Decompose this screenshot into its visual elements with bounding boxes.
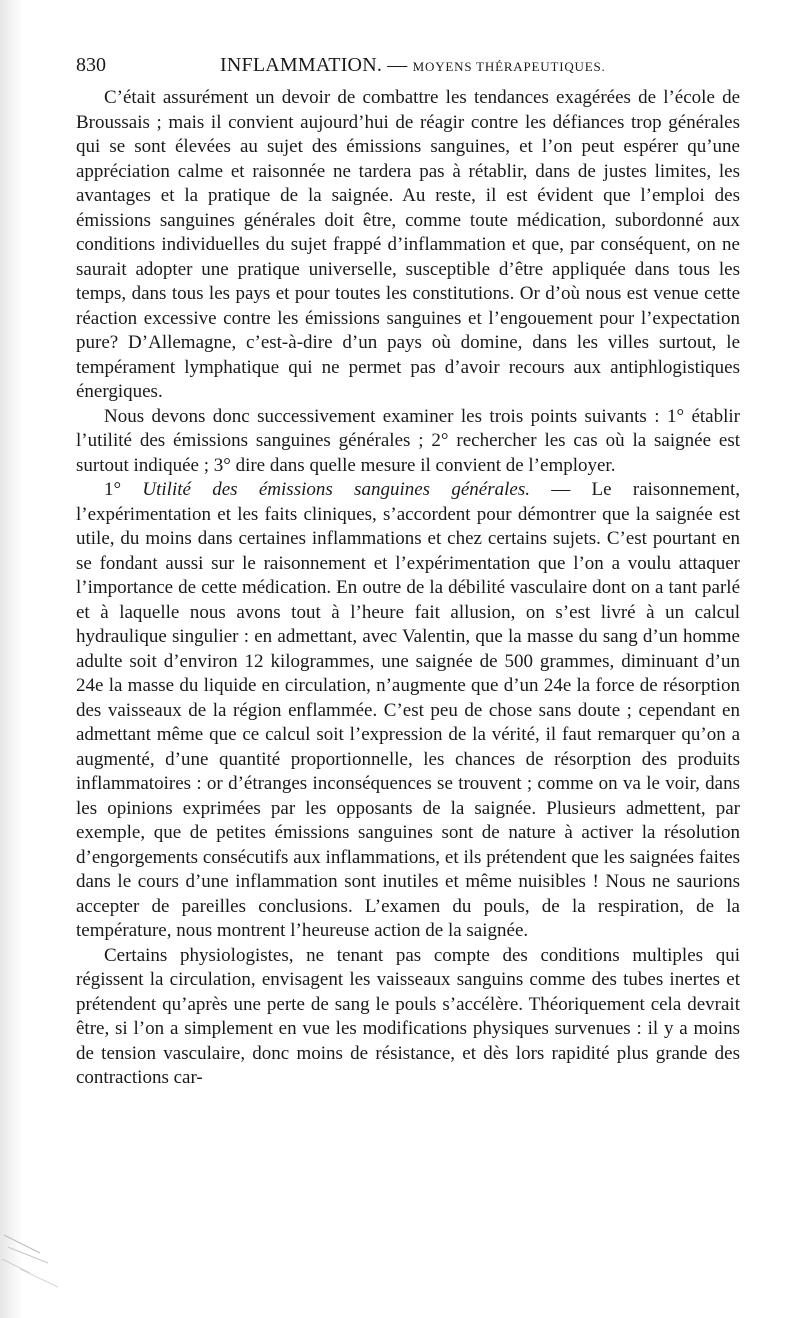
paragraph [76, 478, 740, 944]
running-header [76, 48, 740, 82]
paragraph: Nous devons donc successivement examiner les trois points suivants : 1° établir l’utilité des émissions sanguines générales ; 2° rechercher les cas où la saignée est surtout indiquée ; 3° dire dans quelle mesure il convient de l’employer. [76, 405, 740, 476]
page-number: 830 [76, 54, 106, 76]
section-number: 1° [104, 479, 122, 500]
running-title [220, 48, 606, 84]
section-subtitle: MOYENS THÉRAPEUTIQUES. [412, 59, 606, 74]
scan-smudge-marks [0, 1225, 90, 1295]
chapter-title: INFLAMMATION. [220, 54, 383, 76]
title-dash: — [382, 54, 413, 76]
paragraph-body: — Le raisonnement, l’expérimentation et les faits cliniques, s’accordent pour démontrer que la saignée est utile, du moins dans certaines inflammations et chez certains sujets. C’est pourtant en se fondant aussi sur le raisonnement et l’expérimentation que l’on a voulu attaquer l’importance de cette médication. En outre de la débilité vasculaire dont on a tant parlé et à laquelle nous avons tout à l’heure fait allusion, on s’est livré à un calcul hydraulique singulier : en admettant, avec Valentin, que la masse du sang d’un homme adulte soit d’environ 12 kilogrammes, une saignée de 500 grammes, diminuant d’un 24e la masse du liquide en circulation, n’augmente que d’un 24e la force de résorption des vaisseaux de la région enflammée. C’est peu de chose sans doute ; cependant en admettant même que ce calcul soit l’expression de la vérité, il faut remarquer qu’on a augmenté, d’une quantité proportionnelle, les chances de résorption des produits inflammatoires : or d’étranges inconséquences se trouvent ; comme on va le voir, dans les opinions exprimées par les opposants de la saignée. Plusieurs admettent, par exemple, que de petites émissions sanguines sont de nature à activer la résolution d’engorgements consécutifs aux inflammations, et ils prétendent que les saignées faites dans le cours d’une inflammation sont inutiles et même nuisibles ! Nous ne saurions accepter de pareilles conclusions. L’examen du pouls, de la respiration, de la température, nous montrent l’heureuse action de la saignée. [76, 479, 740, 941]
page-edge-shadow [0, 0, 22, 1318]
paragraph: C’était assurément un devoir de combattre les tendances exagérées de l’école de Broussais ; mais il convient aujourd’hui de réagir contre les défiances trop générales qui se sont élevées au sujet des émissions sanguines, et l’on peut espérer qu’une appréciation calme et raisonnée ne tardera pas à rétablir, dans de justes limites, les avantages et la pratique de la saignée. Au reste, il est évident que l’emploi des émissions sanguines générales doit être, comme toute médication, subordonné aux conditions individuelles du sujet frappé d’inflammation et que, par conséquent, on ne saurait adopter une pratique universelle, susceptible d’être appliquée dans tous les temps, dans tous les pays et pour toutes les constitutions. Or d’où nous est venue cette réaction excessive contre les émissions sanguines et l’engouement pour l’expectation pure? D’Allemagne, c’est-à-dire d’un pays où domine, dans les villes surtout, le tempérament lymphatique qui ne permet pas d’avoir recours aux antiphlogistiques énergiques. [76, 87, 740, 402]
section-heading: Utilité des émissions sanguines générales. [142, 479, 530, 500]
body-text [76, 86, 740, 1091]
paragraph: Certains physiologistes, ne tenant pas compte des conditions multiples qui régissent la circulation, envisagent les vaisseaux sanguins comme des tubes inertes et prétendent qu’après une perte de sang le pouls s’accélère. Théoriquement cela devrait être, si l’on a simplement en vue les modifications physiques survenues : il y a moins de tension vasculaire, donc moins de résistance, et dès lors rapidité plus grande des contractions car- [76, 944, 740, 1088]
